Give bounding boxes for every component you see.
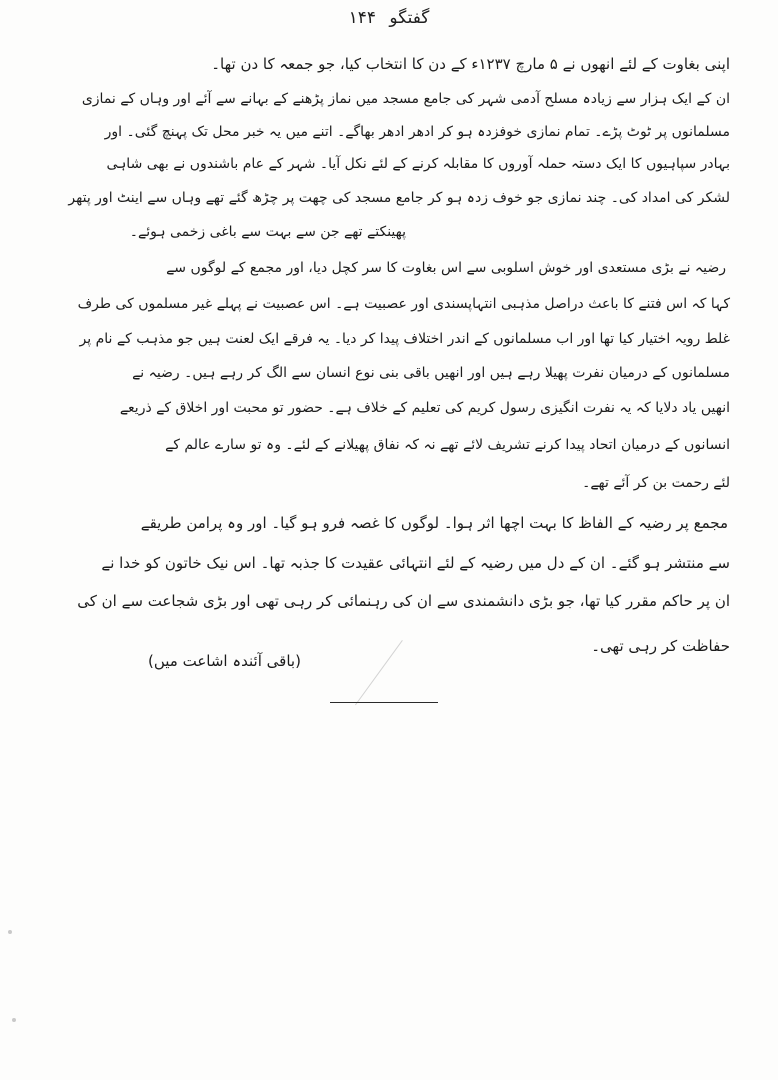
page-number: ۱۴۴ (348, 8, 376, 28)
text-line: انھیں یاد دلایا کہ یہ نفرت انگیزی رسول کریم کی تعلیم کے خلاف ہے۔ حضور تو محبت اور اخلاق کے ذریعے (119, 400, 730, 416)
text-line: مجمع پر رضیہ کے الفاظ کا بہت اچھا اثر ہوا۔ لوگوں کا غصہ فرو ہو گیا۔ اور وہ پرامن طریقے (140, 514, 728, 532)
page-header (0, 8, 778, 28)
text-line: لئے رحمت بن کر آئے تھے۔ (582, 475, 730, 491)
end-rule (330, 702, 438, 703)
text-line: کہا کہ اس فتنے کا باعث دراصل مذہبی انتہاپسندی اور عصبیت ہے۔ اس عصبیت نے پہلے غیر مسلموں کی طرف (77, 296, 730, 312)
page-title: گفتگو (389, 8, 430, 28)
scan-speck (12, 1018, 16, 1022)
text-line: لشکر کی امداد کی۔ چند نمازی جو خوف زدہ ہو کر جامع مسجد کی چھت پر چڑھ گئے تھے وہاں سے اینٹ اور پتھر (68, 190, 730, 206)
scan-speck (8, 930, 12, 934)
continued-note: (باقی آئندہ اشاعت میں) (148, 652, 301, 670)
text-line: مسلمانوں کے درمیان نفرت پھیلا رہے ہیں اور انھیں باقی بنی نوع انسان سے الگ کر رہے ہیں۔ رضیہ نے (132, 365, 730, 381)
text-line: حفاظت کر رہی تھی۔ (591, 637, 730, 655)
pen-stroke-mark (355, 640, 403, 705)
text-line: مسلمانوں پر ٹوٹ پڑے۔ تمام نمازی خوفزدہ ہو کر ادھر ادھر بھاگے۔ اتنے میں یہ خبر محل تک پہنچ گئی۔ اور (104, 124, 730, 140)
text-line: پھینکتے تھے جن سے بہت سے باغی زخمی ہوئے۔ (129, 224, 406, 240)
text-line: انسانوں کے درمیان اتحاد پیدا کرنے تشریف لائے تھے نہ کہ نفاق پھیلانے کے لئے۔ وہ تو سارے عالم کے (165, 437, 730, 453)
text-line: ان کے ایک ہزار سے زیادہ مسلح آدمی شہر کی جامع مسجد میں نماز پڑھنے کے بہانے سے آئے اور وہاں کے نمازی (81, 91, 730, 107)
text-line: بہادر سپاہیوں کا ایک دستہ حملہ آوروں کا مقابلہ کرنے کے لئے نکل آیا۔ شہر کے عام باشندوں نے بھی شاہی (106, 156, 730, 172)
text-line: غلط رویہ اختیار کیا تھا اور اب مسلمانوں کے اندر اختلاف پیدا کر دیا۔ یہ فرقے ایک لعنت ہیں جو مذہب کے نام پر (79, 331, 730, 347)
text-line: ان پر حاکم مقرر کیا تھا، جو بڑی دانشمندی سے ان کی رہنمائی کر رہی تھی اور بڑی شجاعت سے ان کی (77, 592, 730, 610)
text-line: رضیہ نے بڑی مستعدی اور خوش اسلوبی سے اس بغاوت کا سر کچل دیا، اور مجمع کے لوگوں سے (166, 260, 726, 276)
text-line: سے منتشر ہو گئے۔ ان کے دل میں رضیہ کے لئے انتہائی عقیدت کا جذبہ تھا۔ اس نیک خاتون کو خدا نے (101, 554, 730, 572)
text-line: اپنی بغاوت کے لئے انھوں نے ۵ مارچ ۱۲۳۷ء کے دن کا انتخاب کیا، جو جمعہ کا دن تھا۔ (211, 55, 730, 73)
